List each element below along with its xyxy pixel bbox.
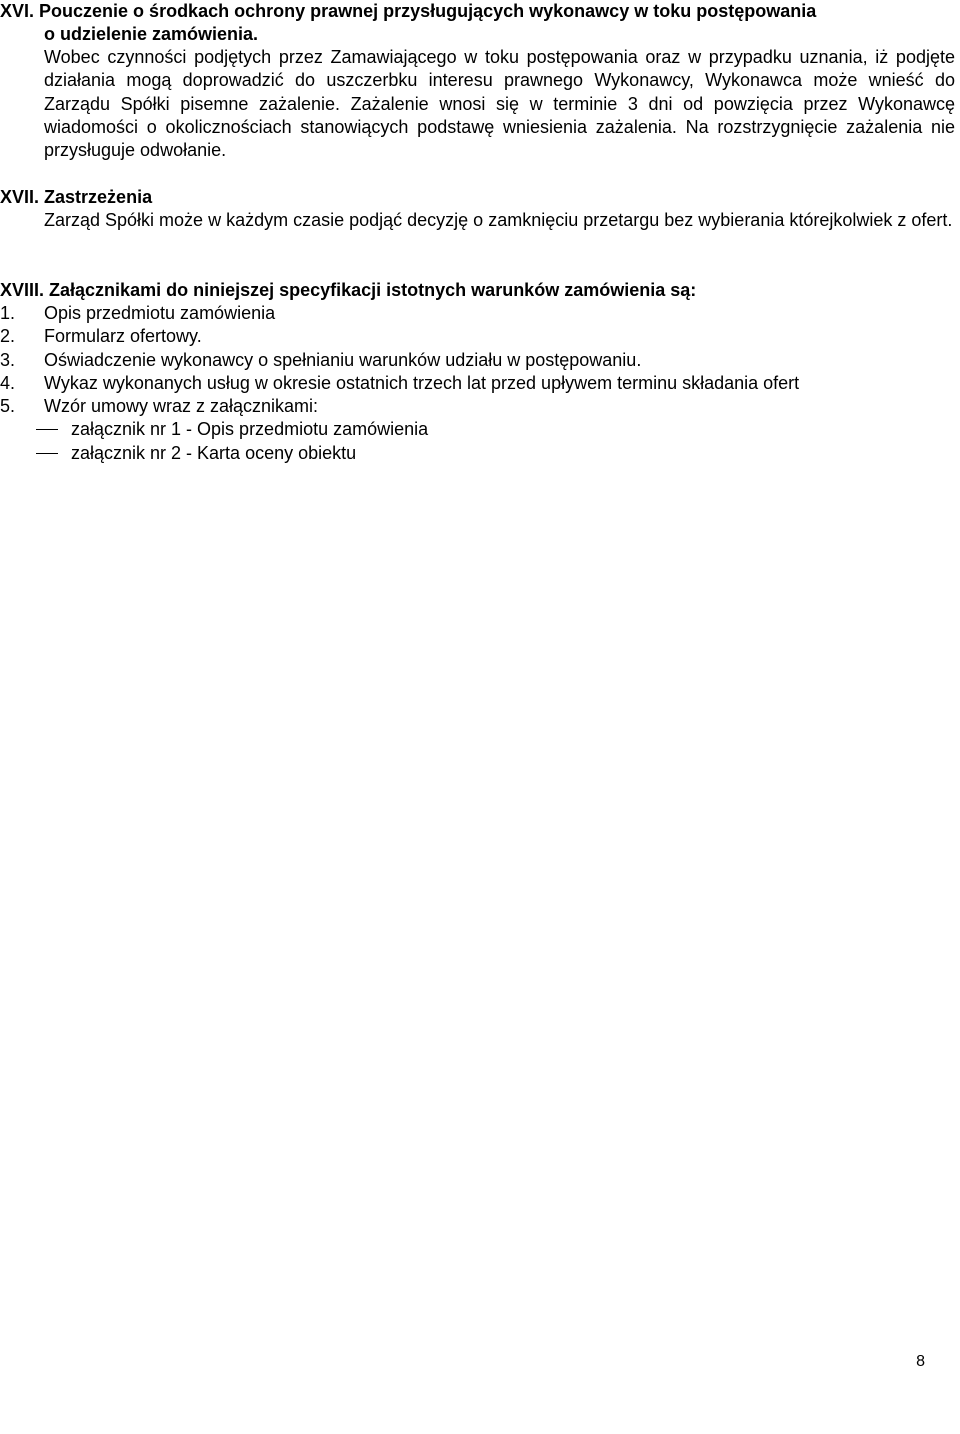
list-item-marker: 3.: [0, 349, 16, 370]
list-item-text: Wzór umowy wraz z załącznikami:: [44, 396, 319, 417]
sublist-item: [0, 418, 960, 441]
list-item-text: Opis przedmiotu zamówienia: [44, 303, 276, 323]
list-item: [0, 395, 960, 418]
section-xviii-heading: [0, 279, 960, 302]
section-xviii: [0, 279, 960, 465]
page-number: 8: [916, 1353, 925, 1370]
section-xvi-heading: [0, 0, 960, 23]
list-item-marker: 4.: [0, 372, 16, 393]
sublist-item: [0, 442, 960, 465]
dash-bullet-icon: [36, 429, 58, 430]
section-xvii-title: Zastrzeżenia: [44, 187, 153, 207]
sublist-item-text: załącznik nr 1 - Opis przedmiotu zamówienia: [71, 419, 429, 440]
section-xvii-number: XVII.: [0, 187, 40, 207]
section-xvii: [0, 186, 960, 232]
list-item: [0, 349, 960, 372]
appendix-sublist: [0, 418, 960, 465]
sublist-item-text: załącznik nr 2 - Karta oceny obiektu: [71, 442, 357, 463]
list-item-marker: 1.: [0, 303, 16, 323]
attachments-list: [0, 302, 960, 418]
dash-bullet-icon: [36, 453, 58, 454]
section-xvii-body: Zarząd Spółki może w każdym czasie podjąć decyzję o zamknięciu przetargu bez wybierania którejkolwiek z ofert.: [44, 210, 953, 230]
section-xvii-heading: [0, 186, 960, 209]
section-xviii-title: Załącznikami do niniejszej specyfikacji istotnych warunków zamówienia są:: [49, 280, 697, 300]
list-item: [0, 372, 960, 395]
section-xvi-title-line1: Pouczenie o środkach ochrony prawnej przysługujących wykonawcy w toku postępowania: [39, 1, 817, 21]
section-xvi-number: XVI.: [0, 1, 35, 21]
list-item-marker: 5.: [0, 396, 16, 417]
list-item-marker: 2.: [0, 326, 16, 347]
list-item: [0, 302, 960, 325]
list-item: [0, 325, 960, 348]
section-xvi: [0, 0, 960, 162]
list-item-text: Wykaz wykonanych usług w okresie ostatnich trzech lat przed upływem terminu składania ofert: [44, 372, 800, 393]
section-xvi-title-line2: o udzielenie zamówienia.: [44, 24, 259, 44]
list-item-text: Oświadczenie wykonawcy o spełnianiu warunków udziału w postępowaniu.: [44, 349, 642, 370]
section-xviii-number: XVIII.: [0, 280, 45, 300]
section-xvi-body: Wobec czynności podjętych przez Zamawiającego w toku postępowania oraz w przypadku uznania, iż podjęte działania mogą doprowadzić do uszczerbku interesu prawnego Wykonawcy, Wykonawca może wnieść do Zarządu Spółki pisemne zażalenie. Zażalenie wnosi się w terminie 3 dni od powzięcia przez Wykonawcę wiadomości o okolicznościach stanowiących podstawę wniesienia zażalenia. Na rozstrzygnięcie zażalenia nie przysługuje odwołanie.: [44, 47, 955, 161]
list-item-text: Formularz ofertowy.: [44, 326, 202, 347]
